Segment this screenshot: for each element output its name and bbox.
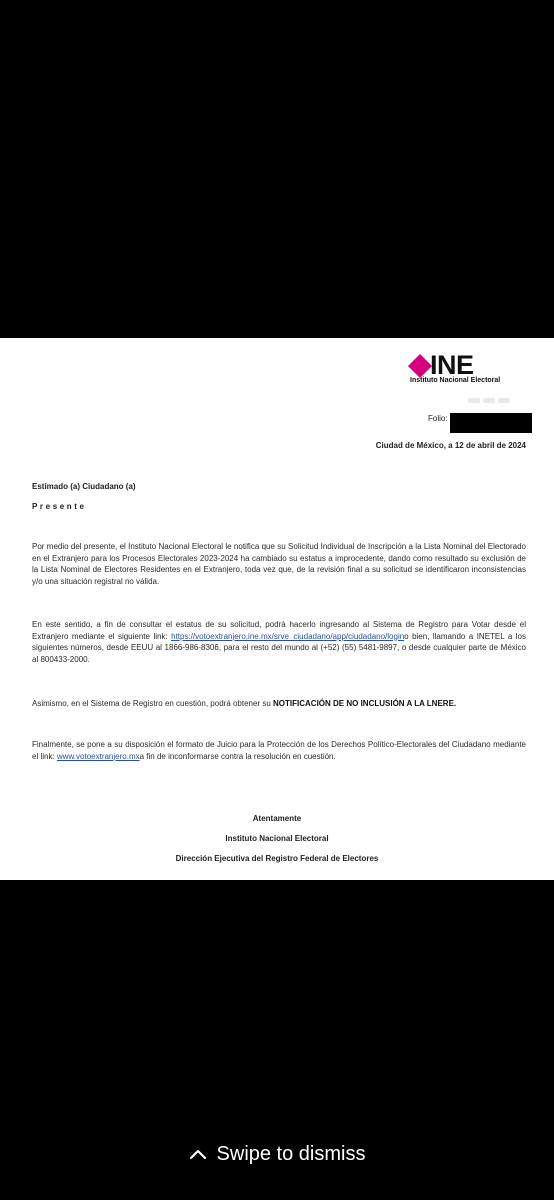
- paragraph-appeal: [32, 739, 526, 762]
- folio-redaction: [450, 413, 532, 433]
- signature-closing: Atentamente: [252, 814, 302, 823]
- chevron-up-icon: [189, 1148, 207, 1160]
- voto-extranjero-link[interactable]: www.votoextranjero.mx: [56, 751, 140, 761]
- faint-header-marks: [468, 390, 526, 398]
- paragraph-text: En este sentido, a fin de consultar el estatus de su solicitud, podrá hacerlo ingresando al Sistema de Registro para Votar desde el Extranjero mediante el siguiente link:: [32, 620, 526, 641]
- paragraph-text: Finalmente, se pone a su disposición el formato de Juicio para la Protección de los Derechos Político-Electorales del Ciudadano mediante el link:: [32, 740, 526, 761]
- notice-bold-text: NOTIFICACIÓN DE NO INCLUSIÓN A LA LNERE.: [273, 699, 457, 708]
- presente-label: Presente: [32, 502, 87, 511]
- paragraph-status-consult: [32, 619, 526, 665]
- swipe-to-dismiss-hint[interactable]: [0, 1140, 554, 1168]
- ine-logo: [408, 352, 520, 386]
- signature-institution: Instituto Nacional Electoral: [225, 834, 329, 843]
- paragraph-notice: [32, 698, 526, 710]
- paragraph-text: a fin de inconformarse contra la resolución en cuestión.: [139, 751, 336, 761]
- registration-system-link[interactable]: https://votoextranjero.ine.mx/srve_ciudadano/app/ciudadano/login: [171, 631, 405, 641]
- ine-wordmark: INE: [430, 350, 474, 380]
- paragraph-text: o bien, llamando a INETEL a los siguientes números, desde EEUU al 1866-986-8306, para el resto del mundo al (+52) (55) 5481-9897, o desde cualquier parte de México al 800433-2000.: [32, 631, 526, 664]
- letter-image: [0, 338, 554, 880]
- folio-label: Folio:: [428, 414, 448, 423]
- signature-directorate: Dirección Ejecutiva del Registro Federal de Electores: [175, 854, 379, 863]
- paragraph-notification: Por medio del presente, el Instituto Nacional Electoral le notifica que su Solicitud Individual de Inscripción a la Lista Nominal del Electorado en el Extranjero para los Procesos Electorales 2023-2024 ha cambiado su estatus a improcedente, dando como resultado su exclusión de la Lista Nominal de Electores Residentes en el Extranjero, toda vez que, de la revisión final a su solicitud se identificaron inconsistencias y/o una situación registral no válida.: [32, 542, 526, 586]
- date-line: Ciudad de México, a 12 de abril de 2024: [375, 441, 526, 450]
- dismiss-label: Swipe to dismiss: [216, 1142, 366, 1165]
- paragraph-text: Asimismo, en el Sistema de Registro en cuestión, podrá obtener su: [32, 699, 274, 708]
- salutation: Estimado (a) Ciudadano (a): [32, 482, 136, 491]
- ine-logo-subtitle: Instituto Nacional Electoral: [410, 377, 501, 384]
